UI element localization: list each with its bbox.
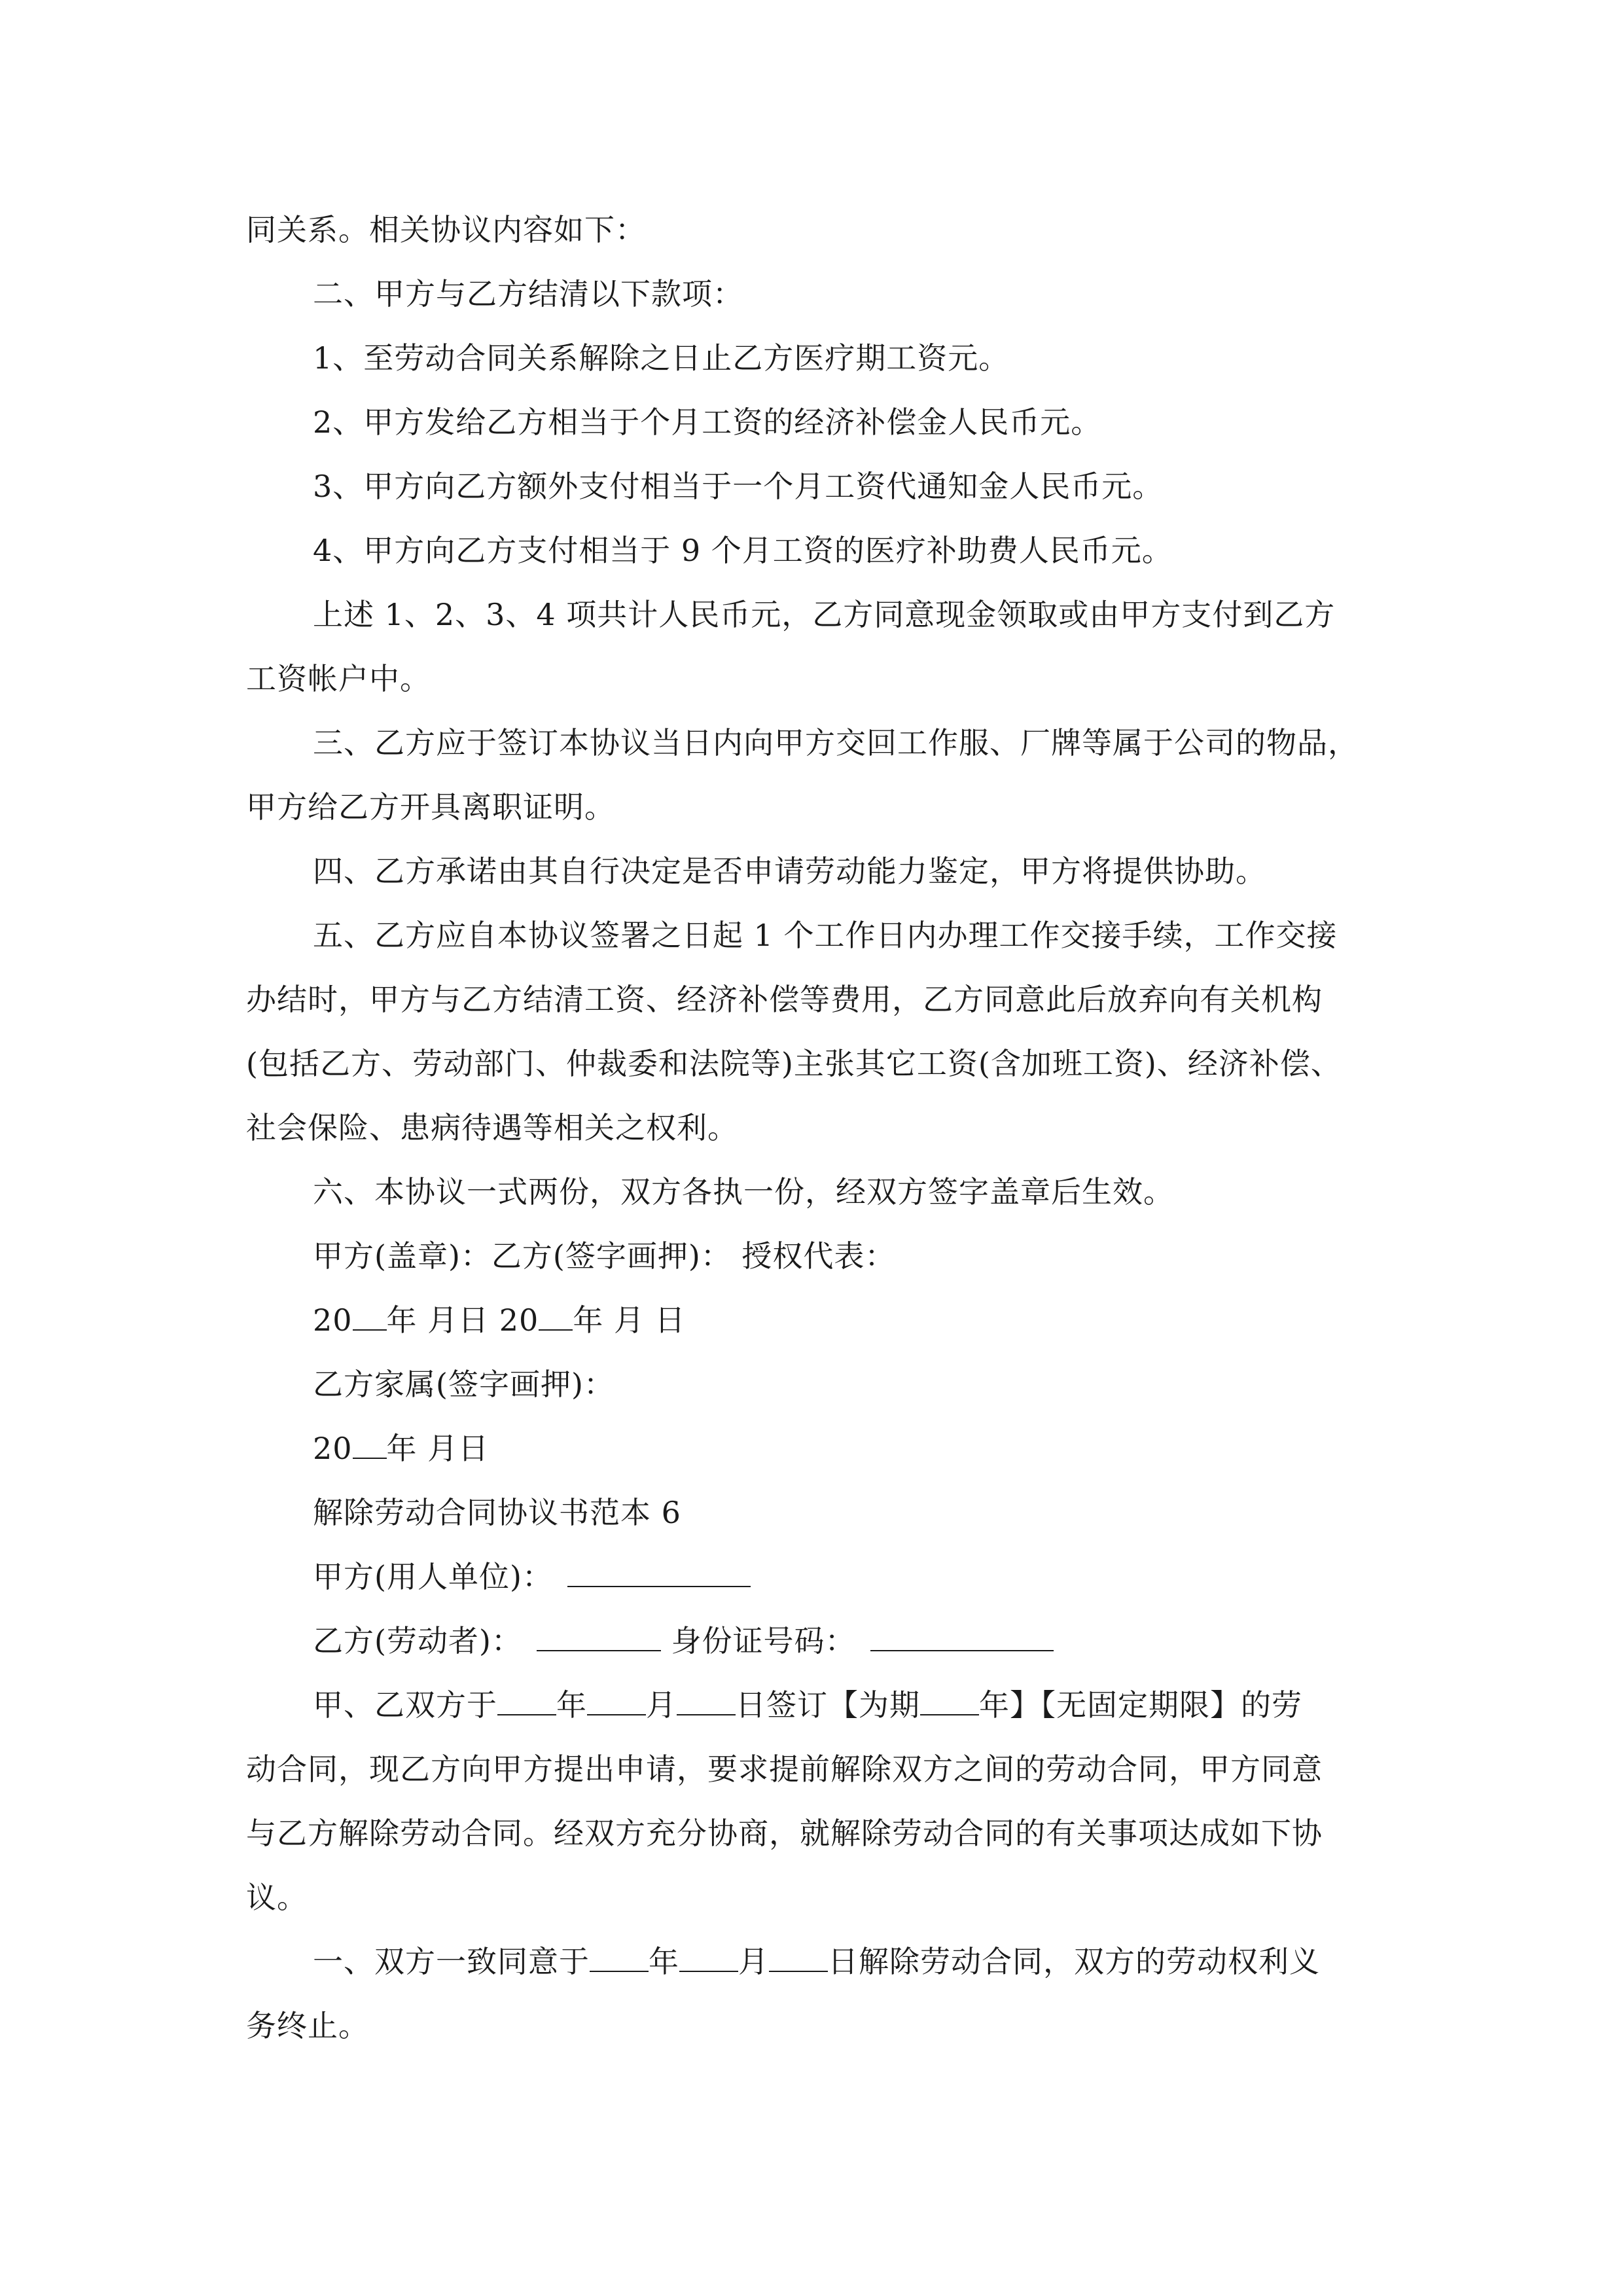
contract-line-1 bbox=[246, 1673, 1398, 1737]
contract-text: 月 bbox=[646, 1687, 677, 1723]
year-blank bbox=[539, 1297, 573, 1331]
date-text: 年 月 日 bbox=[573, 1302, 686, 1338]
year-blank bbox=[353, 1297, 387, 1331]
section-heading-2: 二、甲方与乙方结清以下款项： bbox=[313, 276, 743, 312]
date-year-prefix: 20 bbox=[313, 1302, 353, 1338]
clause-text: 一、双方一致同意于 bbox=[313, 1944, 590, 1979]
month-blank bbox=[587, 1681, 646, 1715]
item-4: 4、甲方向乙方支付相当于 9 个月工资的医疗补助费人民币元。 bbox=[313, 533, 1173, 568]
year-blank bbox=[590, 1938, 649, 1972]
clause-5-line-3: (包括乙方、劳动部门、仲裁委和法院等)主张其它工资(含加班工资)、经济补偿、 bbox=[246, 1046, 1342, 1081]
clause-3-line-2: 甲方给乙方开具离职证明。 bbox=[246, 789, 615, 825]
clause-4: 四、乙方承诺由其自行决定是否申请劳动能力鉴定，甲方将提供协助。 bbox=[313, 853, 1266, 889]
document-page bbox=[246, 198, 1398, 2058]
clause-text: 月 bbox=[738, 1944, 769, 1979]
contract-text: 日签订【为期 bbox=[736, 1687, 920, 1723]
clause-1-line-1 bbox=[246, 1929, 1398, 1994]
contract-line-3: 与乙方解除劳动合同。经双方充分协商，就解除劳动合同的有关事项达成如下协 bbox=[246, 1816, 1323, 1851]
date-text: 年 月日 20 bbox=[386, 1302, 539, 1338]
clause-text: 日解除劳动合同，双方的劳动权利义 bbox=[828, 1944, 1320, 1979]
party-b-line bbox=[246, 1609, 1398, 1673]
date-line bbox=[246, 1288, 1398, 1352]
day-blank bbox=[677, 1681, 736, 1715]
party-a-blank bbox=[567, 1553, 751, 1587]
year-blank bbox=[497, 1681, 556, 1715]
month-blank bbox=[679, 1938, 738, 1972]
clause-6: 六、本协议一式两份，双方各执一份，经双方签字盖章后生效。 bbox=[313, 1174, 1174, 1210]
sample-title: 解除劳动合同协议书范本 6 bbox=[313, 1495, 681, 1530]
clause-5-line-4: 社会保险、患病待遇等相关之权利。 bbox=[246, 1110, 738, 1145]
clause-5-line-1: 五、乙方应自本协议签署之日起 1 个工作日内办理工作交接手续，工作交接 bbox=[313, 918, 1338, 953]
clause-text: 年 bbox=[649, 1944, 679, 1979]
clause-1-line-2: 务终止。 bbox=[246, 2008, 369, 2043]
party-b-blank bbox=[537, 1617, 661, 1651]
party-a-line bbox=[246, 1545, 1398, 1609]
family-signature-line: 乙方家属(签字画押)： bbox=[313, 1367, 615, 1402]
year-blank bbox=[353, 1425, 387, 1459]
day-blank bbox=[769, 1938, 828, 1972]
date-year-prefix: 20 bbox=[313, 1431, 353, 1466]
summary-line-1: 上述 1、2、3、4 项共计人民币元，乙方同意现金领取或由甲方支付到乙方 bbox=[313, 597, 1336, 632]
id-number-label: 身份证号码： bbox=[660, 1623, 856, 1659]
contract-text: 年】【无固定期限】的劳 bbox=[979, 1687, 1302, 1723]
date-text: 年 月日 bbox=[386, 1431, 490, 1466]
item-1: 1、至劳动合同关系解除之日止乙方医疗期工资元。 bbox=[313, 340, 1010, 376]
contract-line-2: 动合同，现乙方向甲方提出申请，要求提前解除双方之间的劳动合同，甲方同意 bbox=[246, 1751, 1323, 1787]
party-a-label: 甲方(用人单位)： bbox=[313, 1559, 553, 1594]
party-b-label: 乙方(劳动者)： bbox=[313, 1623, 522, 1659]
signature-line: 甲方(盖章)：乙方(签字画押)： 授权代表： bbox=[313, 1238, 896, 1274]
term-blank bbox=[920, 1681, 979, 1715]
summary-line-2: 工资帐户中。 bbox=[246, 661, 431, 696]
contract-text: 年 bbox=[556, 1687, 587, 1723]
contract-text: 甲、乙双方于 bbox=[313, 1687, 497, 1723]
date-line bbox=[246, 1416, 1398, 1480]
paragraph-line: 同关系。相关协议内容如下： bbox=[246, 212, 646, 247]
id-number-blank bbox=[870, 1617, 1054, 1651]
clause-5-line-2: 办结时，甲方与乙方结清工资、经济补偿等费用，乙方同意此后放弃向有关机构 bbox=[246, 982, 1323, 1017]
item-3: 3、甲方向乙方额外支付相当于一个月工资代通知金人民币元。 bbox=[313, 469, 1164, 504]
item-2: 2、甲方发给乙方相当于个月工资的经济补偿金人民币元。 bbox=[313, 404, 1102, 440]
clause-3-line-1: 三、乙方应于签订本协议当日内向甲方交回工作服、厂牌等属于公司的物品， bbox=[313, 725, 1359, 761]
contract-line-4: 议。 bbox=[246, 1880, 308, 1915]
